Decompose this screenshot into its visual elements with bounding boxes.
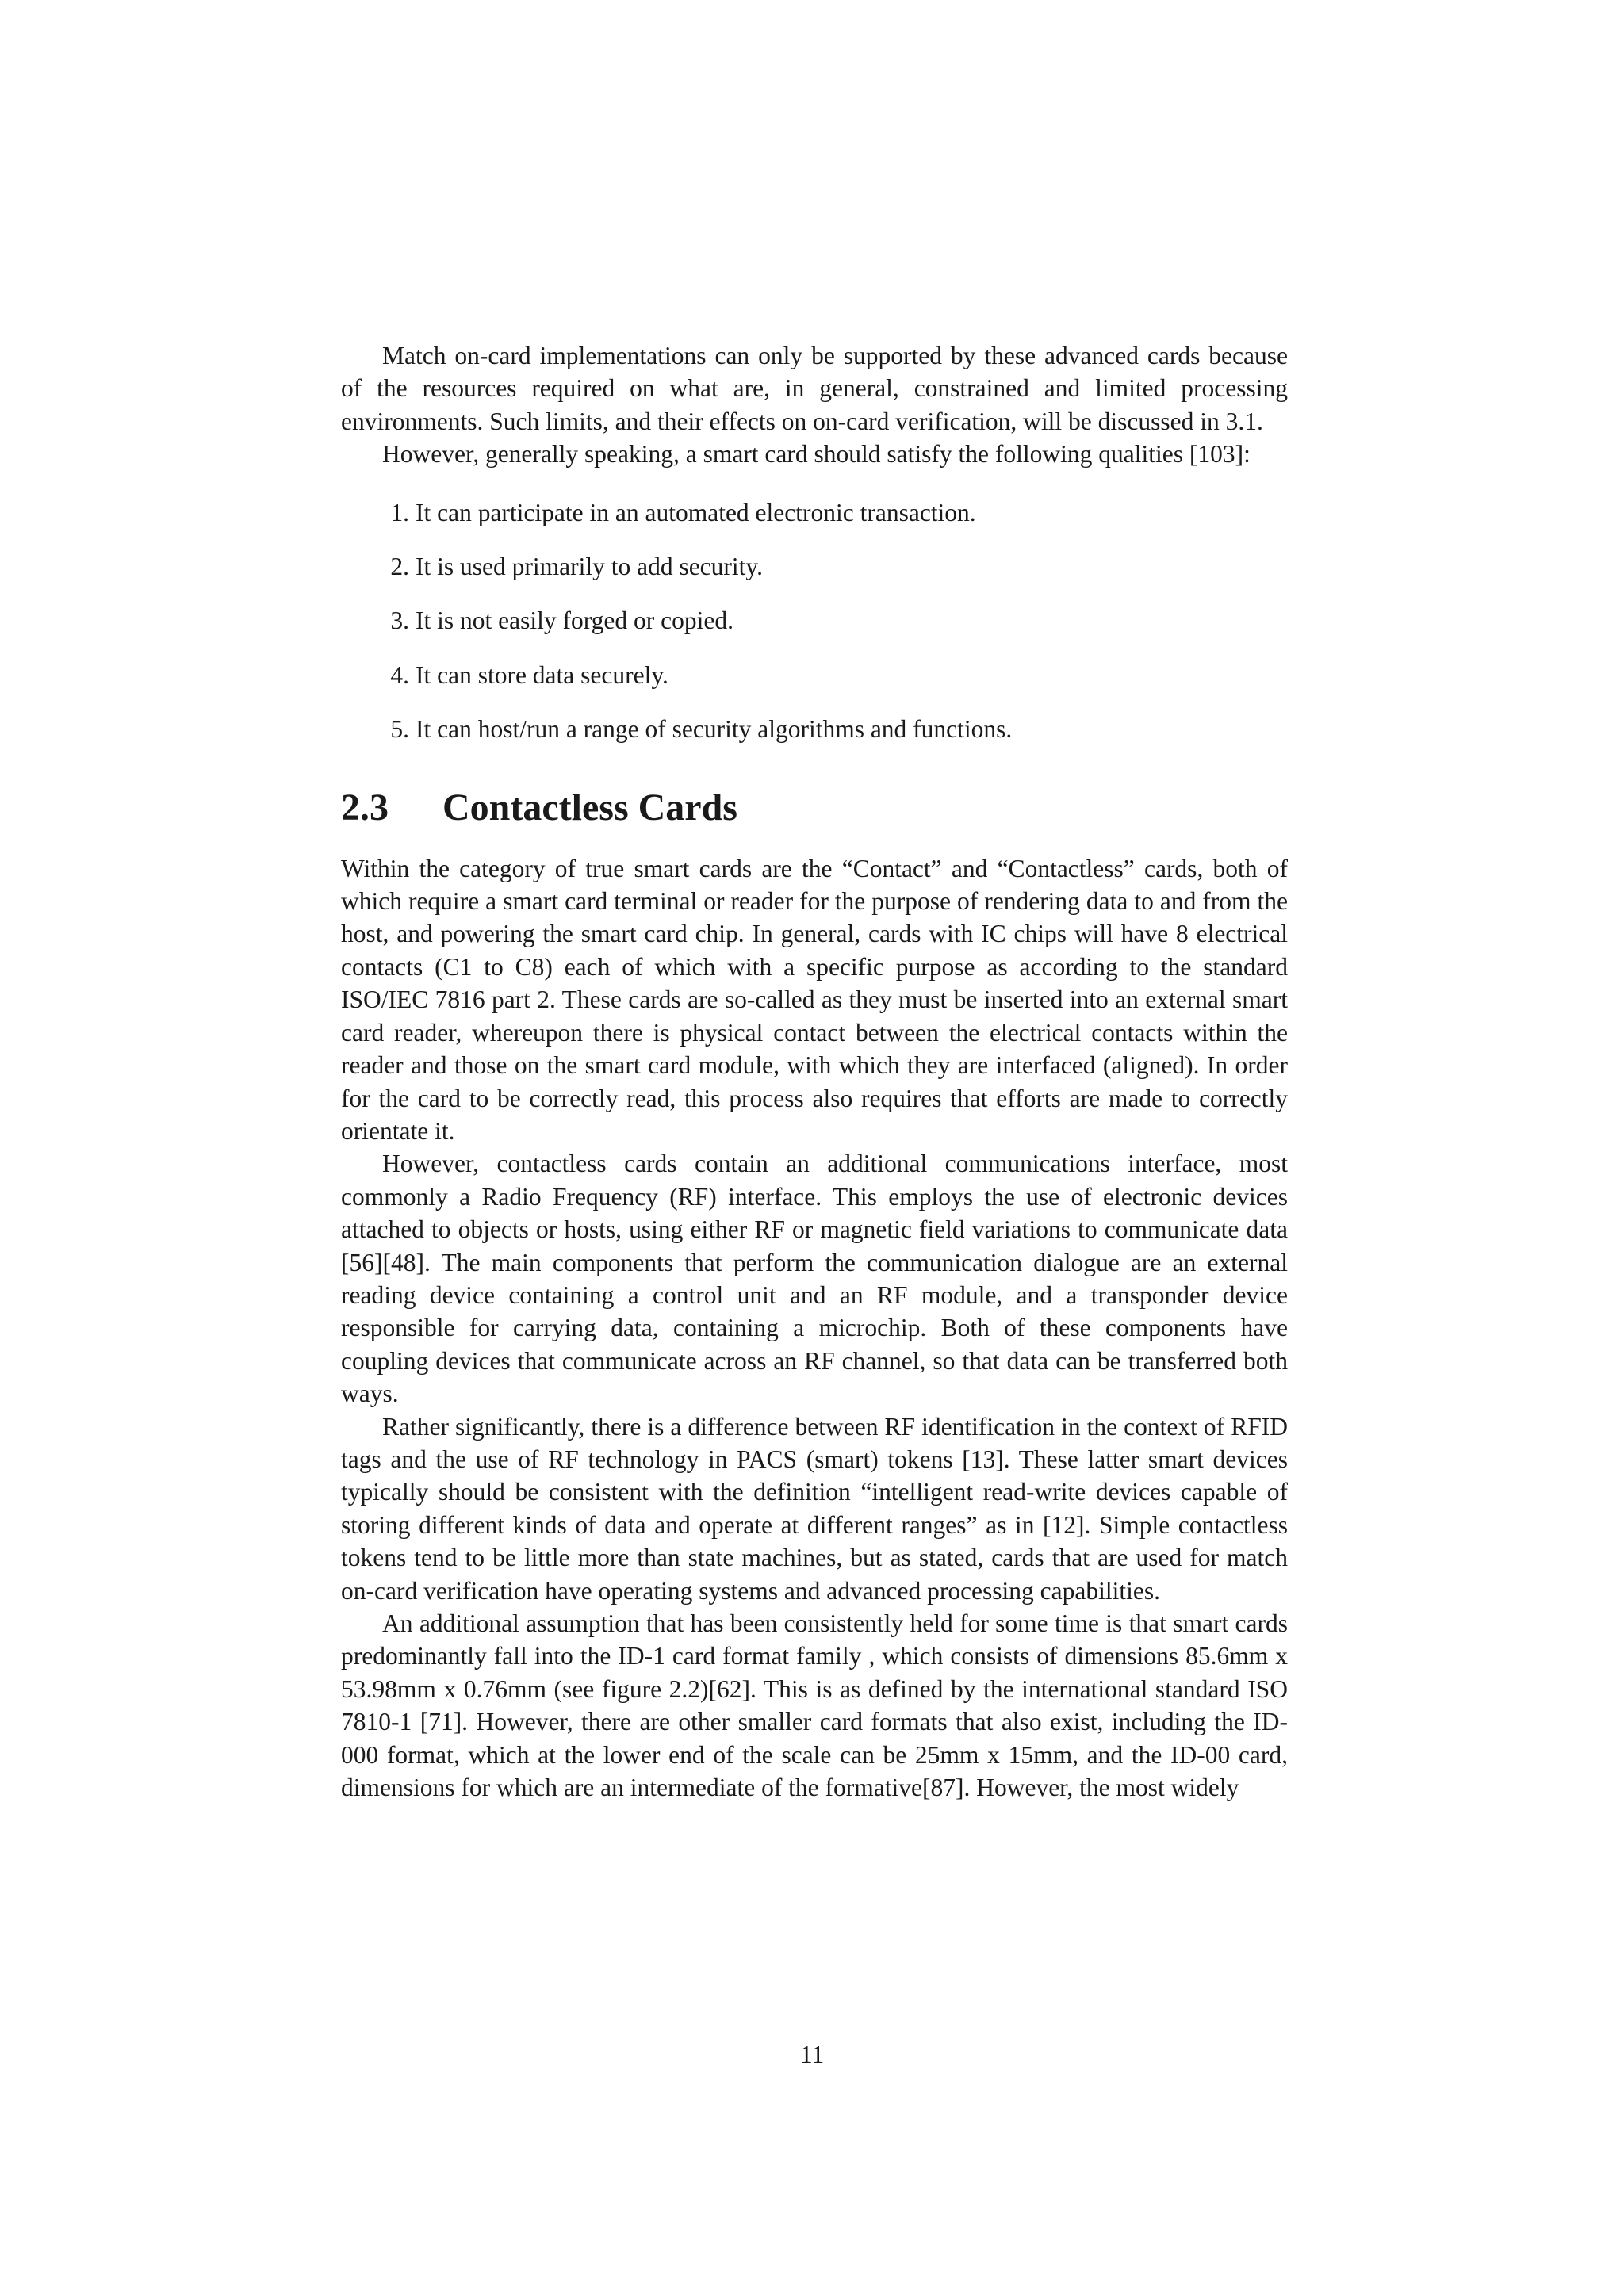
qualities-list (341, 496, 1288, 746)
list-item-number: 2. (390, 553, 409, 581)
list-item (341, 496, 1288, 529)
page-number: 11 (799, 2041, 825, 2068)
section-title: Contactless Cards (442, 786, 737, 828)
paragraph-contactless-interface: However, contactless cards contain an additional communications interface, most commonly a Radio Frequency (RF) interface. This employs the use of electronic devices attached to objects or hosts, using either RF or magnetic field variations to communicate data [56][48]. The main components that perform the communication dialogue are an external reading device containing a control unit and an RF module, and a transponder device responsible for carrying data, containing a microchip. Both of these components have coupling devices that communicate across an RF channel, so that data can be transferred both ways. (341, 1150, 1288, 1408)
list-item-text: It can participate in an automated electronic transaction. (416, 498, 976, 526)
list-item-text: It is used primarily to add security. (416, 553, 763, 581)
list-item-number: 1. (390, 498, 409, 526)
list-item (341, 604, 1288, 637)
list-item-number: 5. (390, 715, 409, 744)
paragraph-contact-cards: Within the category of true smart cards are the “Contact” and “Contactless” cards, both of which require a smart card terminal or reader for the purpose of rendering data to and from the host, and powering the smart card chip. In general, cards with IC chips will have 8 electrical contacts (C1 to C8) each of which with a specific purpose as according to the standard ISO/IEC 7816 part 2. These cards are so-called as they must be inserted into an external smart card reader, whereupon there is physical contact between the electrical contacts within the reader and those on the smart card module, with which they are interfaced (aligned). In order for the card to be correctly read, this process also requires that efforts are made to correctly orientate it. (341, 854, 1288, 1145)
list-item-number: 3. (390, 607, 409, 635)
list-item-number: 4. (390, 660, 409, 689)
list-item-text: It can store data securely. (416, 660, 668, 689)
paragraph-smart-card-qualities: However, generally speaking, a smart card should satisfy the following qualities [103]: (382, 440, 1251, 469)
paragraph-card-formats: An additional assumption that has been consistently held for some time is that smart cards predominantly fall into the ID-1 card format family , which consists of dimensions 85.6mm x 53.98mm x 0.76mm (see figure 2.2)[62]. This is as defined by the international standard ISO 7810-1 [71]. However, there are other smaller card formats that also exist, including the ID-000 format, which at the lower end of the scale can be 25mm x 15mm, and the ID-00 card, dimensions for which are an intermediate of the formative[87]. However, the most widely (341, 1609, 1288, 1802)
paragraph-rf-identification: Rather significantly, there is a difference between RF identification in the context of RFID tags and the use of RF technology in PACS (smart) tokens [13]. These latter smart devices typically should be consistent with the definition “intelligent read-write devices capable of storing different kinds of data and operate at different ranges” as in [12]. Simple contactless tokens tend to be little more than state machines, but as stated, cards that are used for match on-card verification have operating systems and advanced processing capabilities. (341, 1412, 1288, 1605)
list-item-text: It is not easily forged or copied. (416, 607, 733, 635)
list-item (341, 713, 1288, 745)
list-item (341, 550, 1288, 583)
section-number: 2.3 (341, 786, 389, 828)
list-item (341, 659, 1288, 691)
page-body (341, 339, 1288, 1804)
list-item-text: It can host/run a range of security algorithms and functions. (416, 715, 1013, 744)
paragraph-match-on-card: Match on-card implementations can only be supported by these advanced cards because of the resources required on what are, in general, constrained and limited processing environments. Such limits, and their effects on on-card verification, will be discussed in 3.1. (341, 342, 1288, 435)
section-heading (341, 786, 1288, 830)
